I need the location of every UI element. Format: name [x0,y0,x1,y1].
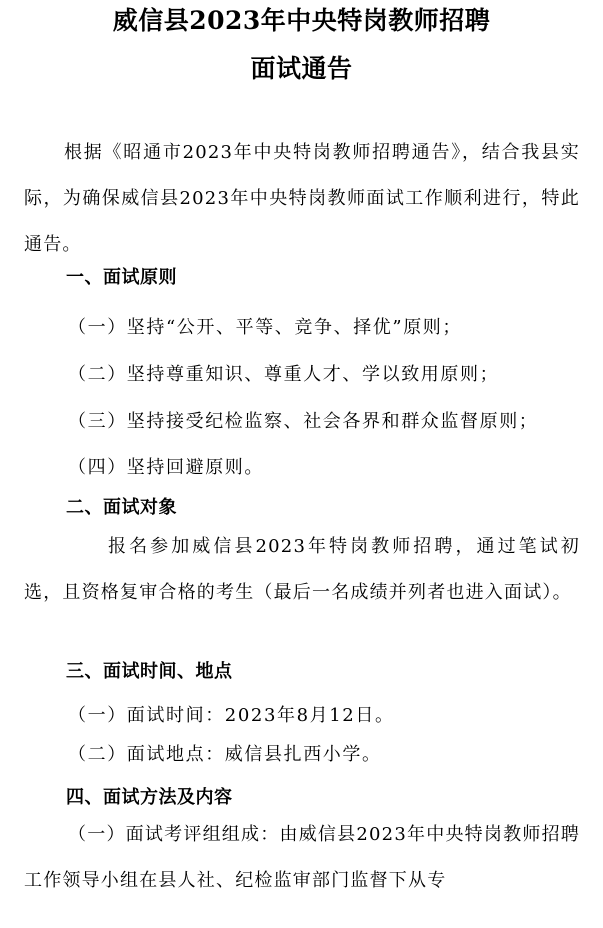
document-title-line-2: 面试通告 [250,54,353,83]
section-1-item-1: （一）坚持“公开、平等、竞争、择优”原则； [68,317,463,338]
intro-paragraph: 根据《昭通市2023年中央特岗教师招聘通告》，结合我县实际，为确保威信县2023年中央特岗教师面试工作顺利进行，特此通告。 [24,142,580,255]
section-4-heading: 四、面试方法及内容 [66,787,233,808]
section-4-body: （一）面试考评组组成：由威信县2023年中央特岗教师招聘工作领导小组在县人社、纪检监审部门监督下从专 [24,824,580,891]
document-title-line-1: 威信县2023年中央特岗教师招聘 [112,6,491,35]
section-2-body: 报名参加威信县2023年特岗教师招聘，通过笔试初选，且资格复审合格的考生（最后一名成绩并列者也进入面试）。 [24,536,580,603]
section-1-heading: 一、面试原则 [66,267,177,288]
section-3-item-2: （二）面试地点：威信县扎西小学。 [68,744,382,765]
section-1-item-2: （二）坚持尊重知识、尊重人才、学以致用原则； [68,364,500,385]
section-1-item-3: （三）坚持接受纪检监察、社会各界和群众监督原则； [68,411,539,432]
section-2-heading: 二、面试对象 [66,497,177,518]
section-1-item-4: （四）坚持回避原则。 [68,457,264,478]
section-3-item-1: （一）面试时间：2023年8月12日。 [68,705,395,726]
section-3-heading: 三、面试时间、地点 [66,661,233,682]
